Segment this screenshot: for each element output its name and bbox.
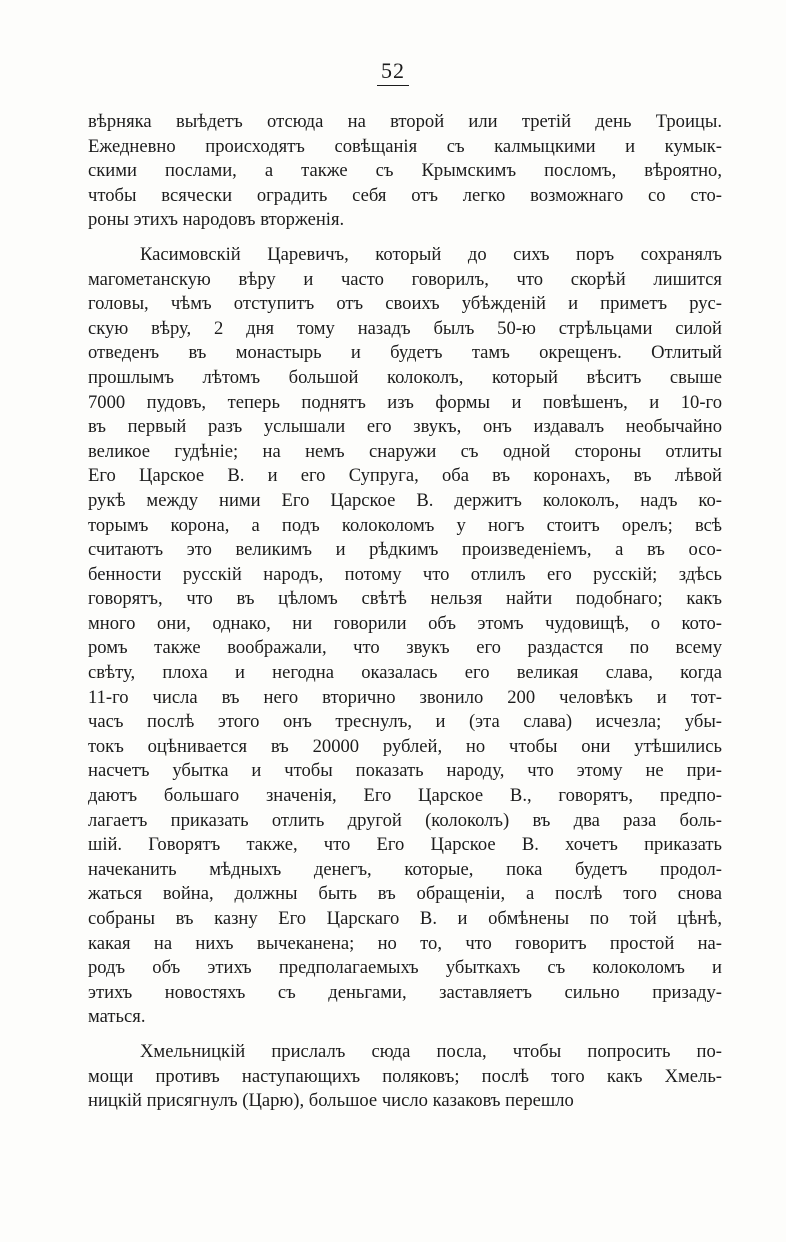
text-line: мощи противъ наступающихъ поляковъ; послѣ того какъ Хмель- xyxy=(88,1065,722,1087)
text-line: скую вѣру, 2 дня тому назадъ былъ 50-ю стрѣльцами силой xyxy=(88,317,722,339)
text-line: ницкій присягнулъ (Царю), большое число казаковъ перешло xyxy=(88,1090,574,1112)
text-line: магометанскую вѣру и часто говорилъ, что скорѣй лишится xyxy=(88,268,722,290)
text-line: даютъ большаго значенія, Его Царское В., говорятъ, предпо- xyxy=(88,785,722,807)
text-line: вѣрняка выѣдетъ отсюда на второй или третій день Троицы. xyxy=(88,111,722,132)
text-line: какая на нихъ вычеканена; но то, что говоритъ простой на- xyxy=(88,932,722,954)
text-line: начеканить мѣдныхъ денегъ, которые, пока будетъ продол- xyxy=(88,858,722,880)
text-line: 11-го числа въ него вторично звонило 200 человѣкъ и тот- xyxy=(88,686,722,708)
text-line: Его Царское В. и его Супруга, оба въ коронахъ, въ лѣвой xyxy=(88,465,722,487)
text-line: роны этихъ народовъ вторженія. xyxy=(88,209,345,231)
text-line: токъ оцѣнивается въ 20000 рублей, но чтобы они утѣшились xyxy=(88,735,722,757)
text-line: много они, однако, ни говорили объ этомъ чудовищѣ, о кото- xyxy=(88,612,722,634)
text-line: часъ послѣ этого онъ треснулъ, и (эта слава) исчезла; убы- xyxy=(88,711,722,733)
text-line: считаютъ это великимъ и рѣдкимъ произведеніемъ, а въ осо- xyxy=(88,539,722,561)
text-line: насчетъ убытка и чтобы показать народу, что этому не при- xyxy=(88,760,722,782)
text-line: рукѣ между ними Его Царское В. держитъ колоколъ, надъ ко- xyxy=(88,489,722,511)
text-line: ромъ также воображали, что звукъ его раздастся по всему xyxy=(88,637,722,659)
text-line: шій. Говорятъ также, что Его Царское В. хочетъ приказать xyxy=(88,834,722,856)
text-line: чтобы всячески оградить себя отъ легко возможнаго со сто- xyxy=(88,184,722,206)
text-line: этихъ новостяхъ съ деньгами, заставляетъ сильно призаду- xyxy=(88,981,722,1003)
text-line: отведенъ въ монастырь и будетъ тамъ окрещенъ. Отлитый xyxy=(88,342,722,364)
text-line: жаться война, должны быть въ обращеніи, а послѣ того снова xyxy=(88,883,722,905)
text-line: торымъ корона, а подъ колоколомъ у ногъ стоитъ орелъ; всѣ xyxy=(88,514,722,536)
text-line: говорятъ, что въ цѣломъ свѣтѣ нельзя найти подобнаго; какъ xyxy=(88,588,722,610)
paragraph xyxy=(88,1040,722,1114)
text-line: Касимовскій Царевичъ, который до сихъ поръ сохранялъ xyxy=(140,243,722,265)
text-line: бенности русскій народъ, потому что отлилъ его русскій; здѣсь xyxy=(88,563,722,585)
text-line: 7000 пудовъ, теперь поднятъ изъ формы и повѣшенъ, и 10-го xyxy=(88,391,722,413)
text-line: великое гудѣніе; на немъ снаружи съ одной стороны отлиты xyxy=(88,440,722,462)
text-line: головы, чѣмъ отступитъ отъ своихъ убѣжденій и приметъ рус- xyxy=(88,293,722,315)
page-number: 52 xyxy=(0,58,786,86)
text-line: скими послами, а также съ Крымскимъ посломъ, вѣроятно, xyxy=(88,160,722,182)
text-line: собраны въ казну Его Царскаго В. и обмѣнены по той цѣнѣ, xyxy=(88,908,722,929)
text-line: свѣту, плоха и негодна оказалась его великая слава, когда xyxy=(88,662,722,684)
text-line: въ первый разъ услышали его звукъ, онъ издавалъ необычайно xyxy=(88,416,722,438)
text-line: лагаетъ приказать отлить другой (колоколъ) въ два раза боль- xyxy=(88,809,722,831)
body-text xyxy=(88,110,722,1124)
paragraph xyxy=(88,110,722,233)
text-line: прошлымъ лѣтомъ большой колоколъ, который вѣситъ свыше xyxy=(88,366,722,388)
text-line: Хмельницкій прислалъ сюда посла, чтобы попросить по- xyxy=(140,1040,722,1062)
text-line: маться. xyxy=(88,1006,146,1028)
text-line: родъ объ этихъ предполагаемыхъ убыткахъ съ колоколомъ и xyxy=(88,957,722,979)
text-line: Ежедневно происходятъ совѣщанія съ калмыцкими и кумык- xyxy=(88,135,722,157)
paragraph xyxy=(88,243,722,1030)
